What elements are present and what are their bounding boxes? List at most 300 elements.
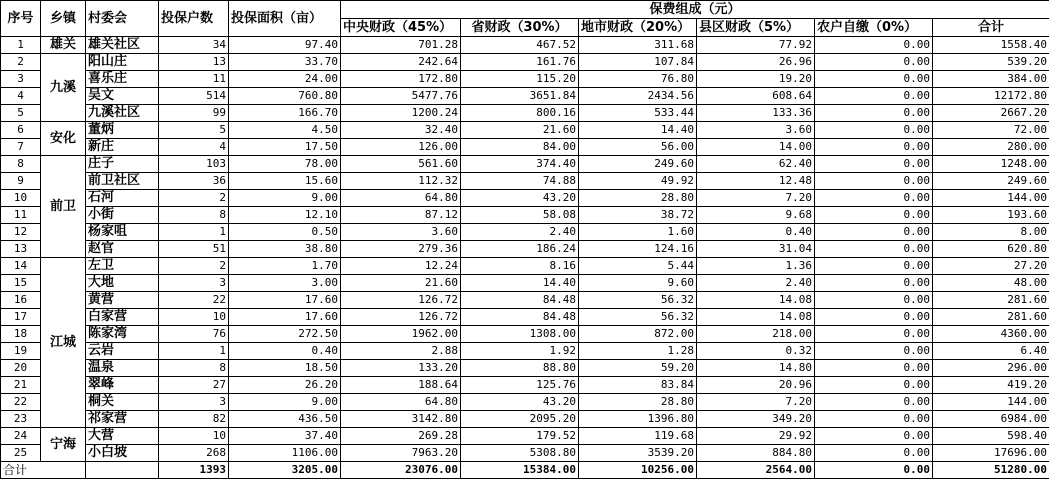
farmer-cell: 0.00	[815, 309, 933, 326]
village-cell: 桐关	[86, 394, 159, 411]
province-cell: 74.88	[461, 173, 579, 190]
city-cell: 3539.20	[579, 445, 697, 462]
city-cell: 56.32	[579, 292, 697, 309]
area-cell: 272.50	[229, 326, 341, 343]
province-cell: 186.24	[461, 241, 579, 258]
province-cell: 125.76	[461, 377, 579, 394]
table-row	[1, 428, 1049, 445]
sum-cell: 2667.20	[933, 105, 1049, 122]
city-cell: 59.20	[579, 360, 697, 377]
sum-cell: 296.00	[933, 360, 1049, 377]
sum-cell: 1248.00	[933, 156, 1049, 173]
sum-cell: 598.40	[933, 428, 1049, 445]
seq-cell: 19	[1, 343, 41, 360]
central-cell: 126.00	[341, 139, 461, 156]
county-cell: 77.92	[697, 37, 815, 54]
header-sum: 合计	[933, 19, 1049, 37]
header-town: 乡镇	[41, 1, 86, 37]
central-cell: 32.40	[341, 122, 461, 139]
central-cell: 64.80	[341, 394, 461, 411]
farmer-cell: 0.00	[815, 241, 933, 258]
city-cell: 9.60	[579, 275, 697, 292]
seq-cell: 10	[1, 190, 41, 207]
village-cell: 新庄	[86, 139, 159, 156]
sum-cell: 144.00	[933, 394, 1049, 411]
village-cell: 大营	[86, 428, 159, 445]
table-row	[1, 71, 1049, 88]
farmer-cell: 0.00	[815, 190, 933, 207]
farmer-cell: 0.00	[815, 428, 933, 445]
seq-cell: 12	[1, 224, 41, 241]
sum-cell: 4360.00	[933, 326, 1049, 343]
city-cell: 124.16	[579, 241, 697, 258]
county-cell: 19.20	[697, 71, 815, 88]
county-cell: 14.08	[697, 292, 815, 309]
city-cell: 28.80	[579, 394, 697, 411]
central-cell: 5477.76	[341, 88, 461, 105]
households-cell: 27	[159, 377, 229, 394]
province-cell: 2095.20	[461, 411, 579, 428]
county-cell: 3.60	[697, 122, 815, 139]
header-row-top	[1, 1, 1049, 19]
total-area-cell: 3205.00	[229, 462, 341, 479]
seq-cell: 13	[1, 241, 41, 258]
county-cell: 0.32	[697, 343, 815, 360]
header-village: 村委会	[86, 1, 159, 37]
village-cell: 小街	[86, 207, 159, 224]
area-cell: 78.00	[229, 156, 341, 173]
seq-cell: 25	[1, 445, 41, 462]
households-cell: 1	[159, 343, 229, 360]
sum-cell: 17696.00	[933, 445, 1049, 462]
header-households: 投保户数	[159, 1, 229, 37]
table-row	[1, 258, 1049, 275]
province-cell: 800.16	[461, 105, 579, 122]
farmer-cell: 0.00	[815, 377, 933, 394]
households-cell: 34	[159, 37, 229, 54]
households-cell: 76	[159, 326, 229, 343]
province-cell: 88.80	[461, 360, 579, 377]
header-province: 省财政（30%）	[461, 19, 579, 37]
area-cell: 9.00	[229, 190, 341, 207]
village-cell: 左卫	[86, 258, 159, 275]
county-cell: 884.80	[697, 445, 815, 462]
header-county: 县区财政（5%）	[697, 19, 815, 37]
central-cell: 172.80	[341, 71, 461, 88]
farmer-cell: 0.00	[815, 411, 933, 428]
sum-cell: 12172.80	[933, 88, 1049, 105]
total-households-cell: 1393	[159, 462, 229, 479]
seq-cell: 4	[1, 88, 41, 105]
farmer-cell: 0.00	[815, 360, 933, 377]
households-cell: 268	[159, 445, 229, 462]
province-cell: 2.40	[461, 224, 579, 241]
table-row	[1, 275, 1049, 292]
total-province-cell: 15384.00	[461, 462, 579, 479]
table-row	[1, 292, 1049, 309]
sum-cell: 419.20	[933, 377, 1049, 394]
farmer-cell: 0.00	[815, 207, 933, 224]
province-cell: 43.20	[461, 190, 579, 207]
province-cell: 1.92	[461, 343, 579, 360]
area-cell: 17.60	[229, 309, 341, 326]
seq-cell: 9	[1, 173, 41, 190]
county-cell: 20.96	[697, 377, 815, 394]
town-cell: 九溪	[41, 54, 86, 122]
households-cell: 10	[159, 309, 229, 326]
city-cell: 1.60	[579, 224, 697, 241]
table-row	[1, 139, 1049, 156]
county-cell: 133.36	[697, 105, 815, 122]
village-cell: 陈家湾	[86, 326, 159, 343]
town-cell: 安化	[41, 122, 86, 156]
area-cell: 26.20	[229, 377, 341, 394]
table-row	[1, 360, 1049, 377]
farmer-cell: 0.00	[815, 54, 933, 71]
central-cell: 126.72	[341, 292, 461, 309]
province-cell: 14.40	[461, 275, 579, 292]
farmer-cell: 0.00	[815, 122, 933, 139]
village-cell: 九溪社区	[86, 105, 159, 122]
table-row	[1, 207, 1049, 224]
table-row	[1, 411, 1049, 428]
table-row	[1, 88, 1049, 105]
village-cell: 大地	[86, 275, 159, 292]
area-cell: 0.50	[229, 224, 341, 241]
sum-cell: 1558.40	[933, 37, 1049, 54]
central-cell: 87.12	[341, 207, 461, 224]
households-cell: 4	[159, 139, 229, 156]
households-cell: 10	[159, 428, 229, 445]
city-cell: 872.00	[579, 326, 697, 343]
table-row	[1, 173, 1049, 190]
households-cell: 3	[159, 275, 229, 292]
province-cell: 374.40	[461, 156, 579, 173]
sum-cell: 72.00	[933, 122, 1049, 139]
county-cell: 9.68	[697, 207, 815, 224]
town-cell: 前卫	[41, 156, 86, 258]
central-cell: 3.60	[341, 224, 461, 241]
sum-cell: 8.00	[933, 224, 1049, 241]
town-cell: 江城	[41, 258, 86, 428]
sum-cell: 539.20	[933, 54, 1049, 71]
province-cell: 8.16	[461, 258, 579, 275]
province-cell: 5308.80	[461, 445, 579, 462]
province-cell: 84.00	[461, 139, 579, 156]
area-cell: 37.40	[229, 428, 341, 445]
province-cell: 58.08	[461, 207, 579, 224]
sum-cell: 144.00	[933, 190, 1049, 207]
village-cell: 吴文	[86, 88, 159, 105]
total-row	[1, 462, 1049, 479]
households-cell: 2	[159, 190, 229, 207]
province-cell: 115.20	[461, 71, 579, 88]
village-cell: 前卫社区	[86, 173, 159, 190]
area-cell: 33.70	[229, 54, 341, 71]
county-cell: 7.20	[697, 190, 815, 207]
village-cell: 雄关社区	[86, 37, 159, 54]
seq-cell: 21	[1, 377, 41, 394]
county-cell: 7.20	[697, 394, 815, 411]
city-cell: 2434.56	[579, 88, 697, 105]
header-city: 地市财政（20%）	[579, 19, 697, 37]
county-cell: 14.80	[697, 360, 815, 377]
central-cell: 242.64	[341, 54, 461, 71]
town-cell: 宁海	[41, 428, 86, 462]
area-cell: 4.50	[229, 122, 341, 139]
farmer-cell: 0.00	[815, 173, 933, 190]
households-cell: 1	[159, 224, 229, 241]
city-cell: 533.44	[579, 105, 697, 122]
central-cell: 279.36	[341, 241, 461, 258]
farmer-cell: 0.00	[815, 445, 933, 462]
city-cell: 14.40	[579, 122, 697, 139]
farmer-cell: 0.00	[815, 326, 933, 343]
table-row	[1, 190, 1049, 207]
city-cell: 119.68	[579, 428, 697, 445]
area-cell: 24.00	[229, 71, 341, 88]
table-row	[1, 122, 1049, 139]
city-cell: 5.44	[579, 258, 697, 275]
central-cell: 701.28	[341, 37, 461, 54]
area-cell: 9.00	[229, 394, 341, 411]
city-cell: 249.60	[579, 156, 697, 173]
table-row	[1, 445, 1049, 462]
county-cell: 14.08	[697, 309, 815, 326]
table-row	[1, 394, 1049, 411]
households-cell: 51	[159, 241, 229, 258]
households-cell: 5	[159, 122, 229, 139]
sum-cell: 384.00	[933, 71, 1049, 88]
central-cell: 3142.80	[341, 411, 461, 428]
seq-cell: 3	[1, 71, 41, 88]
farmer-cell: 0.00	[815, 343, 933, 360]
area-cell: 97.40	[229, 37, 341, 54]
header-central: 中央财政（45%）	[341, 19, 461, 37]
households-cell: 3	[159, 394, 229, 411]
area-cell: 1.70	[229, 258, 341, 275]
seq-cell: 5	[1, 105, 41, 122]
sum-cell: 6984.00	[933, 411, 1049, 428]
farmer-cell: 0.00	[815, 105, 933, 122]
farmer-cell: 0.00	[815, 394, 933, 411]
sum-cell: 281.60	[933, 309, 1049, 326]
seq-cell: 20	[1, 360, 41, 377]
province-cell: 3651.84	[461, 88, 579, 105]
county-cell: 31.04	[697, 241, 815, 258]
households-cell: 103	[159, 156, 229, 173]
village-cell: 喜乐庄	[86, 71, 159, 88]
county-cell: 29.92	[697, 428, 815, 445]
seq-cell: 17	[1, 309, 41, 326]
seq-cell: 1	[1, 37, 41, 54]
area-cell: 38.80	[229, 241, 341, 258]
county-cell: 608.64	[697, 88, 815, 105]
county-cell: 62.40	[697, 156, 815, 173]
county-cell: 26.96	[697, 54, 815, 71]
village-cell: 石河	[86, 190, 159, 207]
province-cell: 84.48	[461, 309, 579, 326]
city-cell: 1396.80	[579, 411, 697, 428]
county-cell: 349.20	[697, 411, 815, 428]
city-cell: 1.28	[579, 343, 697, 360]
table-row	[1, 377, 1049, 394]
header-area: 投保面积（亩）	[229, 1, 341, 37]
county-cell: 218.00	[697, 326, 815, 343]
village-cell: 董炳	[86, 122, 159, 139]
village-cell: 庄子	[86, 156, 159, 173]
central-cell: 64.80	[341, 190, 461, 207]
seq-cell: 14	[1, 258, 41, 275]
central-cell: 1962.00	[341, 326, 461, 343]
households-cell: 2	[159, 258, 229, 275]
area-cell: 17.60	[229, 292, 341, 309]
central-cell: 126.72	[341, 309, 461, 326]
city-cell: 49.92	[579, 173, 697, 190]
area-cell: 3.00	[229, 275, 341, 292]
area-cell: 18.50	[229, 360, 341, 377]
village-cell: 翠峰	[86, 377, 159, 394]
village-cell: 阳山庄	[86, 54, 159, 71]
households-cell: 82	[159, 411, 229, 428]
farmer-cell: 0.00	[815, 88, 933, 105]
seq-cell: 8	[1, 156, 41, 173]
area-cell: 17.50	[229, 139, 341, 156]
total-label: 合计	[1, 462, 86, 479]
city-cell: 56.00	[579, 139, 697, 156]
county-cell: 2.40	[697, 275, 815, 292]
town-cell: 雄关	[41, 37, 86, 54]
village-cell: 黄营	[86, 292, 159, 309]
total-city-cell: 10256.00	[579, 462, 697, 479]
area-cell: 0.40	[229, 343, 341, 360]
sum-cell: 249.60	[933, 173, 1049, 190]
table-row	[1, 309, 1049, 326]
header-farmer: 农户自缴（0%）	[815, 19, 933, 37]
seq-cell: 15	[1, 275, 41, 292]
seq-cell: 2	[1, 54, 41, 71]
village-cell: 温泉	[86, 360, 159, 377]
city-cell: 83.84	[579, 377, 697, 394]
city-cell: 76.80	[579, 71, 697, 88]
province-cell: 467.52	[461, 37, 579, 54]
total-central-cell: 23076.00	[341, 462, 461, 479]
header-premium-group: 保费组成（元）	[341, 1, 1049, 19]
province-cell: 21.60	[461, 122, 579, 139]
farmer-cell: 0.00	[815, 37, 933, 54]
sum-cell: 281.60	[933, 292, 1049, 309]
seq-cell: 11	[1, 207, 41, 224]
central-cell: 21.60	[341, 275, 461, 292]
table-row	[1, 37, 1049, 54]
sum-cell: 6.40	[933, 343, 1049, 360]
village-cell: 云岩	[86, 343, 159, 360]
seq-cell: 7	[1, 139, 41, 156]
central-cell: 561.60	[341, 156, 461, 173]
seq-cell: 24	[1, 428, 41, 445]
total-blank-cell	[86, 462, 159, 479]
farmer-cell: 0.00	[815, 156, 933, 173]
farmer-cell: 0.00	[815, 139, 933, 156]
households-cell: 8	[159, 207, 229, 224]
header-seq: 序号	[1, 1, 41, 37]
sum-cell: 48.00	[933, 275, 1049, 292]
central-cell: 269.28	[341, 428, 461, 445]
sum-cell: 27.20	[933, 258, 1049, 275]
table-row	[1, 105, 1049, 122]
county-cell: 0.40	[697, 224, 815, 241]
seq-cell: 23	[1, 411, 41, 428]
area-cell: 760.80	[229, 88, 341, 105]
seq-cell: 16	[1, 292, 41, 309]
central-cell: 2.88	[341, 343, 461, 360]
province-cell: 84.48	[461, 292, 579, 309]
city-cell: 56.32	[579, 309, 697, 326]
table-row	[1, 326, 1049, 343]
county-cell: 12.48	[697, 173, 815, 190]
total-county-cell: 2564.00	[697, 462, 815, 479]
households-cell: 11	[159, 71, 229, 88]
sum-cell: 193.60	[933, 207, 1049, 224]
households-cell: 22	[159, 292, 229, 309]
table-row	[1, 241, 1049, 258]
area-cell: 15.60	[229, 173, 341, 190]
central-cell: 133.20	[341, 360, 461, 377]
farmer-cell: 0.00	[815, 275, 933, 292]
table-row	[1, 156, 1049, 173]
city-cell: 38.72	[579, 207, 697, 224]
seq-cell: 6	[1, 122, 41, 139]
central-cell: 112.32	[341, 173, 461, 190]
county-cell: 1.36	[697, 258, 815, 275]
households-cell: 514	[159, 88, 229, 105]
seq-cell: 18	[1, 326, 41, 343]
village-cell: 祁家营	[86, 411, 159, 428]
province-cell: 1308.00	[461, 326, 579, 343]
households-cell: 99	[159, 105, 229, 122]
table-row	[1, 343, 1049, 360]
central-cell: 1200.24	[341, 105, 461, 122]
village-cell: 小白坡	[86, 445, 159, 462]
farmer-cell: 0.00	[815, 224, 933, 241]
area-cell: 1106.00	[229, 445, 341, 462]
area-cell: 166.70	[229, 105, 341, 122]
seq-cell: 22	[1, 394, 41, 411]
farmer-cell: 0.00	[815, 71, 933, 88]
table-row	[1, 224, 1049, 241]
area-cell: 436.50	[229, 411, 341, 428]
sum-cell: 620.80	[933, 241, 1049, 258]
central-cell: 188.64	[341, 377, 461, 394]
province-cell: 179.52	[461, 428, 579, 445]
total-farmer-cell: 0.00	[815, 462, 933, 479]
area-cell: 12.10	[229, 207, 341, 224]
county-cell: 14.00	[697, 139, 815, 156]
village-cell: 白家营	[86, 309, 159, 326]
province-cell: 43.20	[461, 394, 579, 411]
city-cell: 28.80	[579, 190, 697, 207]
households-cell: 36	[159, 173, 229, 190]
village-cell: 杨家咀	[86, 224, 159, 241]
households-cell: 13	[159, 54, 229, 71]
central-cell: 7963.20	[341, 445, 461, 462]
sum-cell: 280.00	[933, 139, 1049, 156]
total-sum-cell: 51280.00	[933, 462, 1049, 479]
central-cell: 12.24	[341, 258, 461, 275]
village-cell: 赵官	[86, 241, 159, 258]
city-cell: 311.68	[579, 37, 697, 54]
farmer-cell: 0.00	[815, 292, 933, 309]
